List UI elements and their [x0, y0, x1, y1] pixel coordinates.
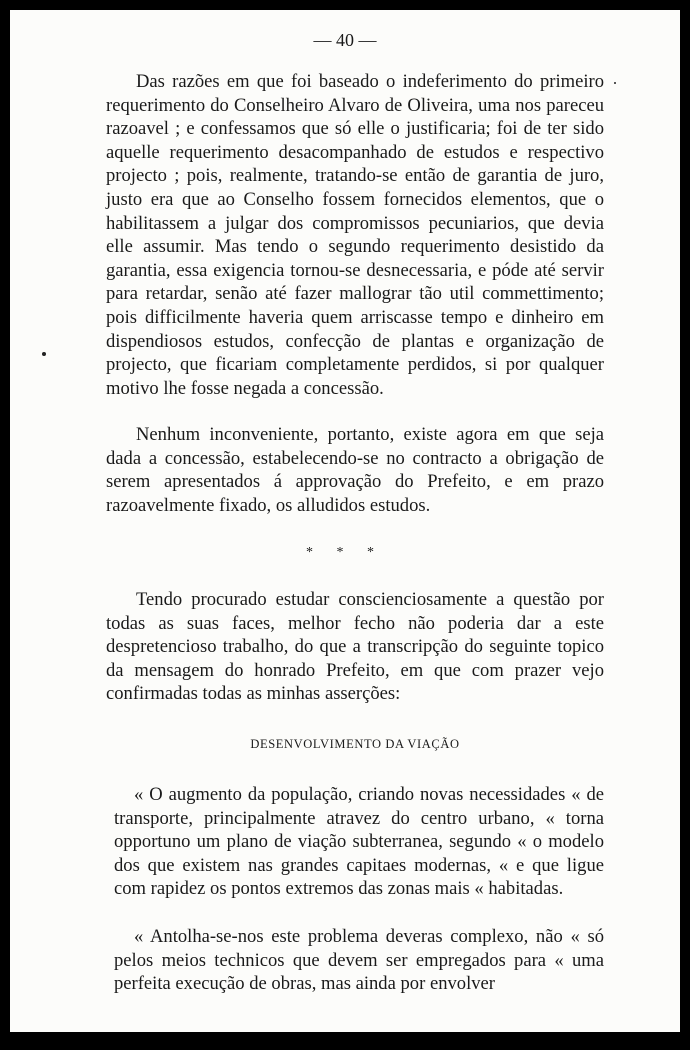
body-text-block-1: [106, 70, 604, 400]
section-separator: * * *: [306, 545, 384, 560]
section-heading: DESENVOLVIMENTO DA VIAÇÃO: [250, 737, 460, 751]
body-text-block-3: [106, 588, 604, 706]
paragraph: Das razões em que foi baseado o indeferimento do primeiro requerimento do Conselheiro Alvaro de Oliveira, uma nos pareceu razoavel ; e confessamos que só elle o justificaria; foi de ter sido aquelle requerimento desacompanhado de estudos e respectivo projecto ; pois, realmente, tratando-se então de garantia de juro, justo era que ao Conselho fossem fornecidos elementos, que o habilitassem a julgar dos compromissos pecuniarios, que devia elle assumir. Mas tendo o segundo requerimento desistido da garantia, essa exigencia tornou-se desnecessaria, e póde até servir para retardar, senão até fazer mallograr tão util commettimento; pois difficilmente haveria quem arriscasse tempo e dinheiro em dispendiosos estudos, confecção de plantas e organização de projecto, que ficariam completamente perdidos, si por qualquer motivo lhe fosse negada a concessão.: [106, 71, 604, 399]
page-number: — 40 —: [313, 30, 377, 50]
paragraph: Nenhum inconveniente, portanto, existe agora em que seja dada a concessão, estabelecendo-se no contracto a obrigação de serem apresentados á approvação do Prefeito, e em prazo razoavelmente fixado, os alludidos estudos.: [106, 424, 604, 516]
quoted-paragraph: « Antolha-se-nos este problema deveras complexo, não « só pelos meios technicos que devem ser empregados para « uma perfeita execução de obras, mas ainda por envolver: [114, 926, 604, 995]
quote-block-2: [106, 925, 604, 996]
paragraph: Tendo procurado estudar conscienciosamente a questão por todas as suas faces, melhor fecho não poderia dar a este despretencioso trabalho, do que a transcripção do seguinte topico da mensagem do honrado Prefeito, em que com prazer vejo confirmadas todas as minhas asserções:: [106, 589, 604, 705]
body-text-block-2: [106, 423, 604, 517]
quoted-paragraph: « O augmento da população, criando novas necessidades « de transporte, principalmente atravez do centro urbano, « torna opportuno um plano de viação subterranea, segundo « o modelo dos que existem nas grandes capitaes modernas, « e que ligue com rapidez os pontos extremos das zonas mais « habitadas.: [114, 784, 604, 900]
margin-speck: [614, 82, 616, 84]
document-page: [10, 10, 680, 1032]
margin-speck: [42, 352, 46, 356]
quote-block-1: [106, 783, 604, 901]
